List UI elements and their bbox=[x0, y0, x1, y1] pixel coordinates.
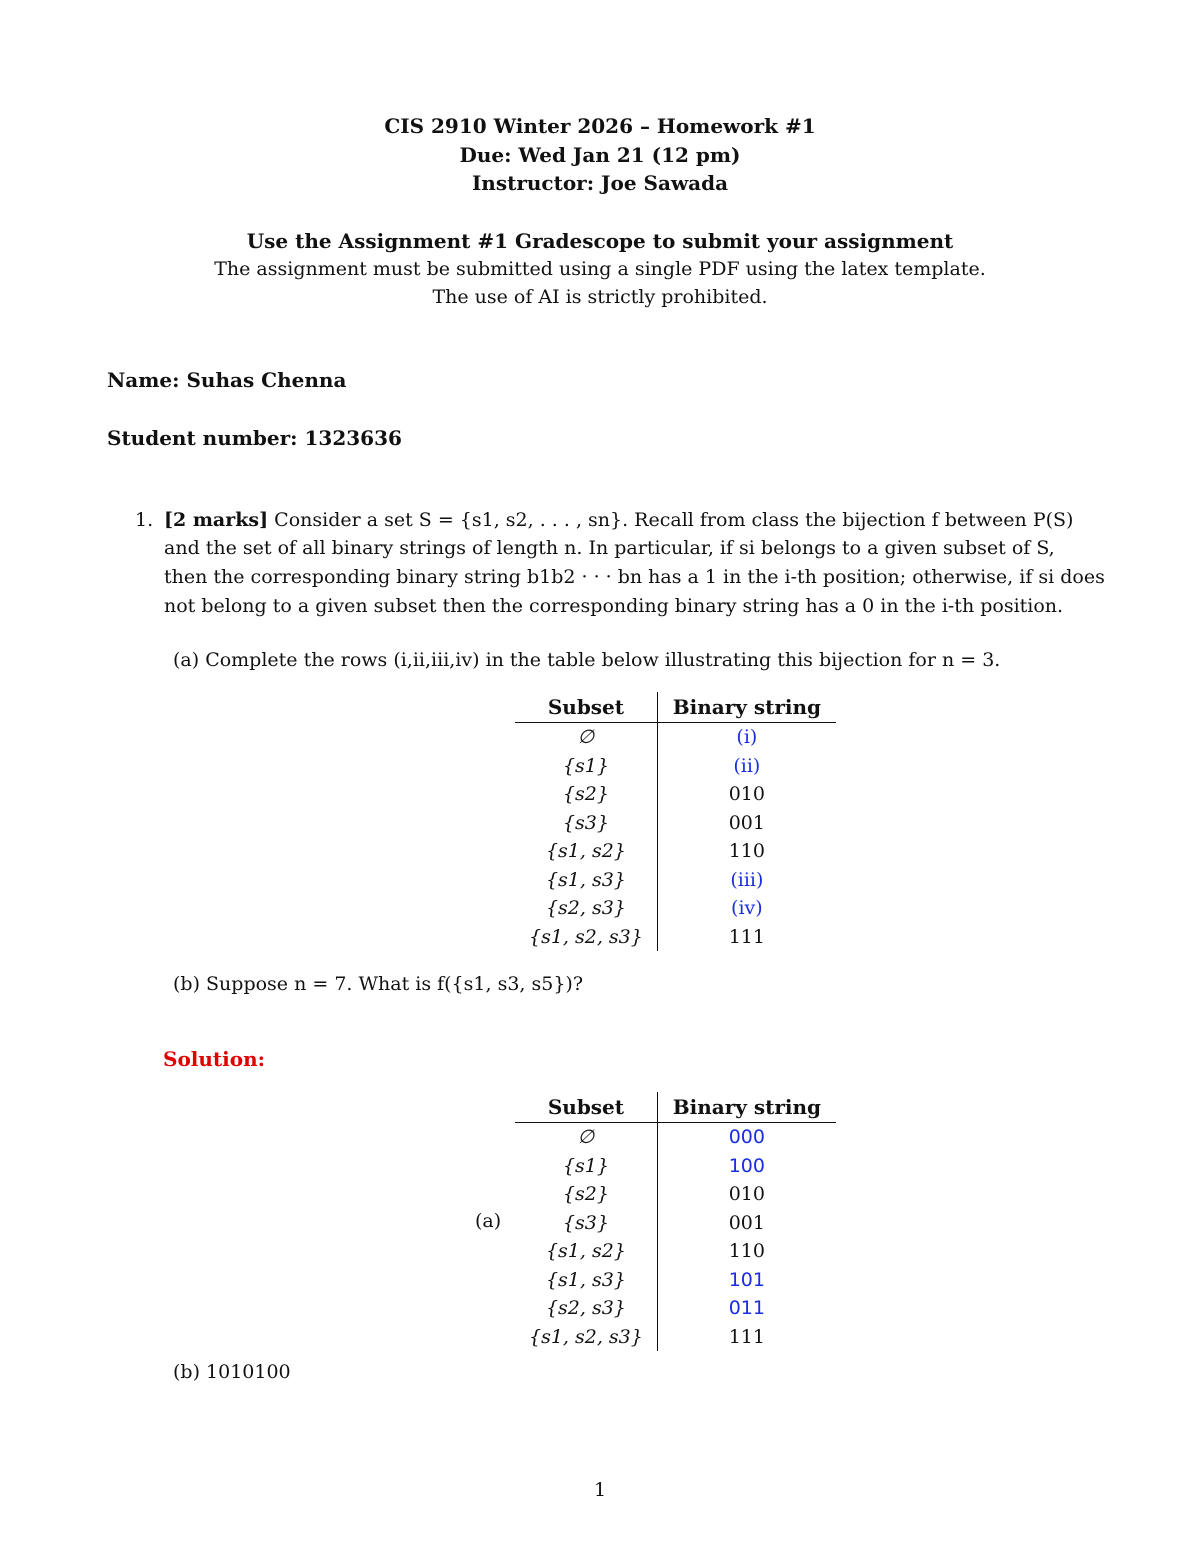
col-subset-header: Subset bbox=[515, 692, 657, 723]
question-table bbox=[515, 692, 836, 951]
table-row bbox=[515, 1294, 836, 1323]
homework-title: CIS 2910 Winter 2026 – Homework #1 bbox=[384, 114, 816, 138]
binary-cell: 110 bbox=[728, 1240, 765, 1263]
table-row bbox=[515, 866, 836, 895]
table-row bbox=[515, 923, 836, 952]
binary-cell: 100 bbox=[728, 1154, 765, 1177]
subset-cell: {s2} bbox=[515, 1180, 657, 1209]
question-line-1-text: Consider a set S = {s1, s2, . . . , sn}. Recall from class the bijection f between P(S) bbox=[274, 509, 1074, 531]
table-row bbox=[515, 1237, 836, 1266]
student-name: Name: Suhas Chenna bbox=[107, 368, 347, 392]
question-line-4: not belong to a given subset then the corresponding binary string has a 0 in the i-th position. bbox=[164, 595, 1064, 617]
binary-cell: 001 bbox=[728, 1211, 765, 1234]
subset-cell: {s1} bbox=[515, 752, 657, 781]
binary-cell: 000 bbox=[728, 1126, 765, 1149]
question-table-wrap bbox=[515, 692, 836, 951]
col-binary-header: Binary string bbox=[657, 692, 836, 723]
subset-cell: {s2} bbox=[515, 780, 657, 809]
table-row bbox=[515, 894, 836, 923]
table-row bbox=[515, 837, 836, 866]
table-row bbox=[515, 1123, 836, 1152]
binary-cell: (iii) bbox=[730, 868, 764, 891]
question-line-1 bbox=[164, 506, 1134, 535]
subset-cell: {s2, s3} bbox=[515, 894, 657, 923]
binary-cell: 110 bbox=[728, 840, 765, 863]
table-header-row bbox=[515, 1092, 836, 1123]
table-row bbox=[515, 1266, 836, 1295]
col-subset-header: Subset bbox=[515, 1092, 657, 1123]
table-row bbox=[515, 752, 836, 781]
part-a-prompt: (a) Complete the rows (i,ii,iii,iv) in the table below illustrating this bijection for n = 3. bbox=[173, 649, 1001, 671]
binary-cell: (i) bbox=[736, 726, 758, 749]
pdf-note: The assignment must be submitted using a single PDF using the latex template. bbox=[214, 258, 986, 280]
subset-cell: ∅ bbox=[515, 723, 657, 752]
subset-cell: {s1, s2, s3} bbox=[515, 1323, 657, 1352]
question-line-3: then the corresponding binary string b1b2 · · · bn has a 1 in the i-th position; otherwise, if si does bbox=[164, 566, 1105, 588]
binary-cell: 101 bbox=[728, 1268, 765, 1291]
solution-table bbox=[515, 1092, 836, 1351]
binary-cell: (iv) bbox=[731, 897, 763, 920]
table-row bbox=[515, 809, 836, 838]
subset-cell: {s1, s2} bbox=[515, 837, 657, 866]
binary-cell: 010 bbox=[728, 783, 765, 806]
binary-cell: (ii) bbox=[733, 754, 761, 777]
binary-cell: 010 bbox=[728, 1183, 765, 1206]
solution-part-b: (b) 1010100 bbox=[173, 1361, 291, 1383]
subset-cell: ∅ bbox=[515, 1123, 657, 1152]
question-marks: [2 marks] bbox=[164, 509, 269, 531]
binary-cell: 111 bbox=[728, 925, 765, 948]
question-line-2: and the set of all binary strings of length n. In particular, if si belongs to a given subset of S, bbox=[164, 537, 1055, 559]
student-number: Student number: 1323636 bbox=[107, 426, 402, 450]
subset-cell: {s1, s2} bbox=[515, 1237, 657, 1266]
page-number: 1 bbox=[593, 1479, 607, 1501]
table-row bbox=[515, 1209, 836, 1238]
subset-cell: {s1, s3} bbox=[515, 866, 657, 895]
table-header-row bbox=[515, 692, 836, 723]
part-b-prompt: (b) Suppose n = 7. What is f({s1, s3, s5})? bbox=[173, 973, 584, 995]
subset-cell: {s3} bbox=[515, 1209, 657, 1238]
col-binary-header: Binary string bbox=[657, 1092, 836, 1123]
table-row bbox=[515, 1180, 836, 1209]
table-row bbox=[515, 780, 836, 809]
subset-cell: {s1, s2, s3} bbox=[515, 923, 657, 952]
binary-cell: 011 bbox=[728, 1297, 765, 1320]
binary-cell: 001 bbox=[728, 811, 765, 834]
binary-cell: 111 bbox=[728, 1325, 765, 1348]
subset-cell: {s2, s3} bbox=[515, 1294, 657, 1323]
ai-note: The use of AI is strictly prohibited. bbox=[432, 286, 768, 308]
subset-cell: {s3} bbox=[515, 809, 657, 838]
solution-label: Solution: bbox=[163, 1047, 266, 1071]
submit-note: Use the Assignment #1 Gradescope to submit your assignment bbox=[246, 229, 954, 253]
subset-cell: {s1, s3} bbox=[515, 1266, 657, 1295]
table-row bbox=[515, 1323, 836, 1352]
due-date: Due: Wed Jan 21 (12 pm) bbox=[459, 143, 741, 167]
table-row bbox=[515, 1152, 836, 1181]
solution-part-a-label: (a) bbox=[475, 1210, 502, 1232]
instructor: Instructor: Joe Sawada bbox=[471, 171, 729, 195]
subset-cell: {s1} bbox=[515, 1152, 657, 1181]
question-number: 1. bbox=[135, 509, 154, 531]
table-row bbox=[515, 723, 836, 752]
solution-table-wrap bbox=[515, 1092, 836, 1351]
